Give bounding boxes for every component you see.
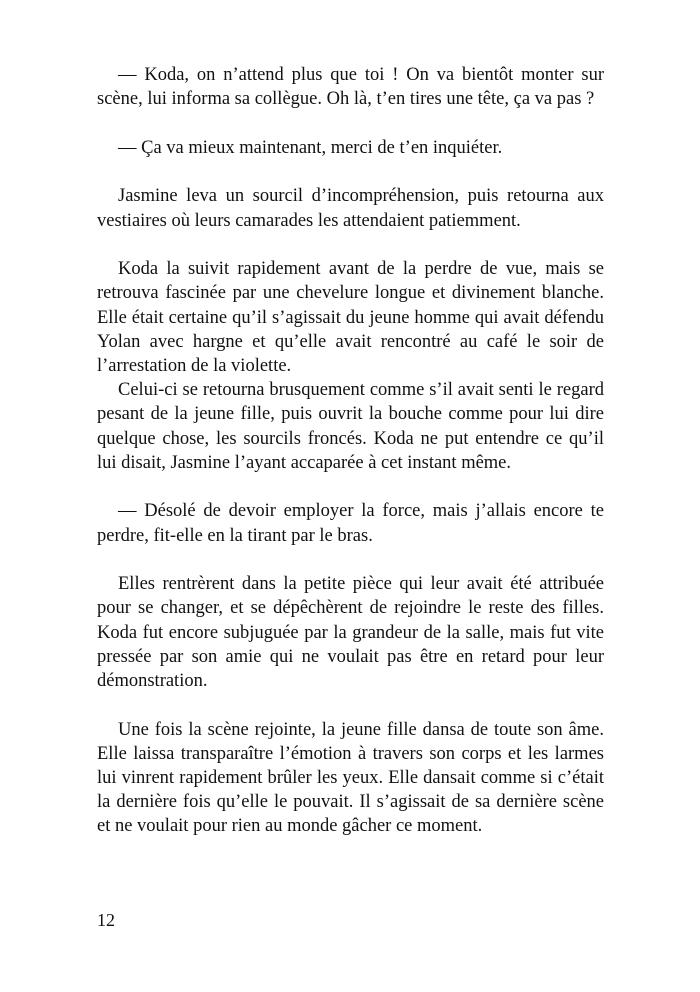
- paragraph-2: — Ça va mieux maintenant, merci de t’en inquiéter.: [118, 137, 503, 158]
- page-number: 12: [97, 910, 115, 930]
- paragraph-1: — Koda, on n’attend plus que toi ! On va bientôt monter sur scène, lui informa sa collègue. Oh là, t’en tires une tête, ça va pas ?: [97, 65, 604, 110]
- paragraph-3: Jasmine leva un sourcil d’incompréhension, puis retourna aux vestiaires où leurs camarades les attendaient patiemment.: [97, 186, 604, 231]
- paragraph-6: — Désolé de devoir employer la force, mais j’allais encore te perdre, fit-elle en la tirant par le bras.: [97, 501, 604, 546]
- paragraph-5: Celui-ci se retourna brusquement comme s’il avait senti le regard pesant de la jeune fille, puis ouvrit la bouche comme pour lui dire quelque chose, les sourcils froncés. Koda ne put entendre ce qu’il lui disait, Jasmine l’ayant accaparée à cet instant même.: [97, 380, 604, 473]
- paragraph-7: Elles rentrèrent dans la petite pièce qui leur avait été attribuée pour se changer, et se dépêchèrent de rejoindre le reste des filles. Koda fut encore subjuguée par la grandeur de la salle, mais fut vite pressée par son amie qui ne voulait pas être en retard pour leur démonstration.: [97, 574, 604, 692]
- paragraph-4: Koda la suivit rapidement avant de la perdre de vue, mais se retrouva fascinée par une chevelure longue et divinement blanche. Elle était certaine qu’il s’agissait du jeune homme qui avait défendu Yolan avec hargne et qu’elle avait rencontré au café le soir de l’arrestation de la violette.: [97, 259, 604, 376]
- body-text: [97, 63, 604, 839]
- paragraph-8: Une fois la scène rejointe, la jeune fille dansa de toute son âme. Elle laissa transparaître l’émotion à travers son corps et les larmes lui vinrent rapidement brûler les yeux. Elle dansait comme si c’était la dernière fois qu’elle le pouvait. Il s’agissait de sa dernière scène et ne voulait pour rien au monde gâcher ce moment.: [97, 719, 604, 837]
